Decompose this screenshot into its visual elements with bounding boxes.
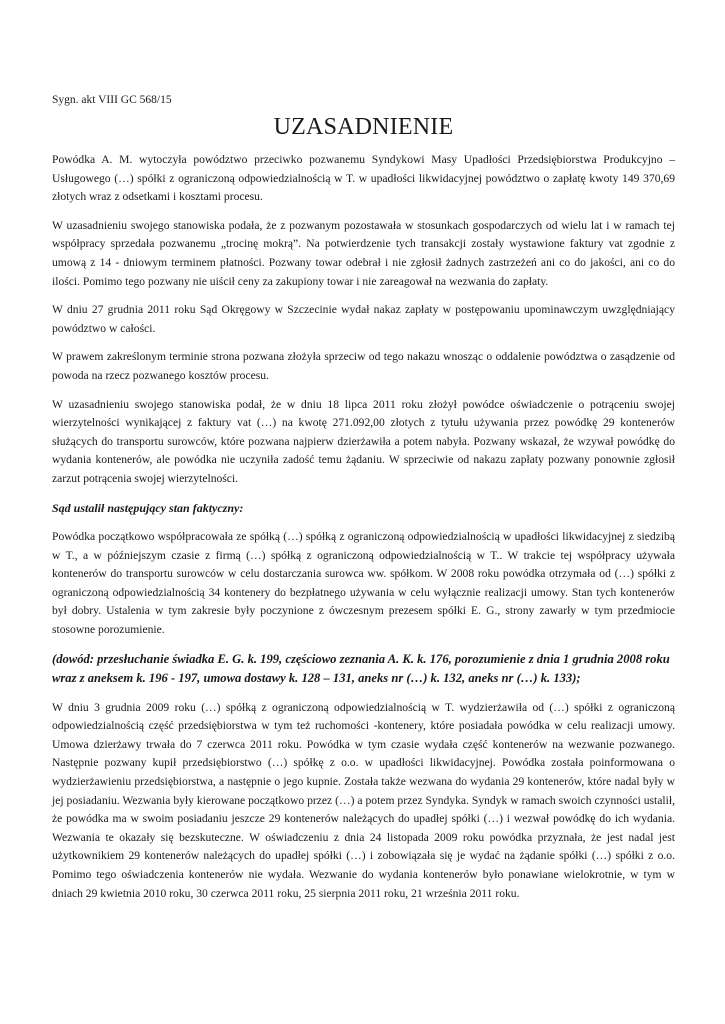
paragraph-lease-and-demands: W dniu 3 grudnia 2009 roku (…) spółką z ograniczoną odpowiedzialnością w T. wydzierżawiła od (…) spółki z ograniczoną odpowiedzialnością część przedsiębiorstwa w tym też ruchomości -kontenery, które posiadała powódka w celu realizacji umowy. Umowa dzierżawy trwała do 7 czerwca 2011 roku. Powódka w tym czasie wydała część kontenerów na wezwanie pozwanego. Następnie pozwany kupił przedsiębiorstwo (…) spółkę z o.o. w upadłości likwidacyjnej. Powódka została poinformowana o wydzierżawieniu przedsiębiorstwa, a następnie o jego kupnie. Została także wezwana do wydania 29 kontenerów, które nadal były w jej posiadaniu. Wezwania były kierowane początkowo przez (…) a potem przez Syndyka. Syndyk w ramach swoich czynności ustalił, że powódka ma w swoim posiadaniu jeszcze 29 kontenerów należących do upadłej spółki (…) i wezwał powódkę do ich wydania. Wezwania te okazały się bezskuteczne. W oświadczeniu z dnia 24 listopada 2009 roku powódka przyznała, że jest nadal jest użytkownikiem 29 kontenerów należących do upadłej spółki (…) i zobowiązała się je wydać na żądanie spółki (…) spółki z o.o. Pomimo tego oświadczenia kontenerów nie wydała. Wezwanie do wydania kontenerów było ponawiane wielokrotnie, w tym w dniach 29 kwietnia 2010 roku, 30 czerwca 2011 roku, 25 sierpnia 2011 roku, 21 września 2011 roku. xyxy=(52,700,675,900)
evidence-citation: (dowód: przesłuchanie świadka E. G. k. 199, częściowo zeznania A. K. k. 176, porozumienie z dnia 1 grudnia 2008 roku wraz z aneksem k. 196 - 197, umowa dostawy k. 128 – 131, aneks nr (…) k. 132, aneks nr (…) k. 133); xyxy=(52,651,670,685)
paragraph-claim: Powódka A. M. wytoczyła powództwo przeciwko pozwanemu Syndykowi Masy Upadłości Przedsiębiorstwa Produkcyjno – Usługowego (…) spółki z ograniczoną odpowiedzialnością w T. w upadłości likwidacyjnej powództwo o zapłatę kwoty 149 370,69 złotych wraz z odsetkami i kosztami procesu. xyxy=(52,153,675,204)
paragraph-facts: Powódka początkowo współpracowała ze spółką (…) spółką z ograniczoną odpowiedzialnością w upadłości likwidacyjnej z siedzibą w T., a w późniejszym czasie z firmą (…) spółką z ograniczoną odpowiedzialnością w T.. W trakcie tej współpracy używała kontenerów do transportu surowców w celu dostarczania surowca ww. spółkom. W 2008 roku powódka otrzymała od (…) spółki z ograniczoną odpowiedzialnością 34 kontenery do bezpłatnego używania w celu wyłącznie realizacji umowy. Stan tych kontenerów był dobry. Ustalenia w tym zakresie były poczynione z ówczesnym prezesem spółki E. G., strony zawarły w tym przedmiocie stosowne porozumienie. xyxy=(52,530,675,637)
section-heading-facts: Sąd ustalił następujący stan faktyczny: xyxy=(52,500,244,515)
document-title: UZASADNIENIE xyxy=(273,114,454,140)
paragraph-defendant-reasoning: W uzasadnieniu swojego stanowiska podał, że w dniu 18 lipca 2011 roku złożył powódce oświadczenie o potrąceniu swojej wierzytelności wynikającej z faktury vat (…) na kwotę 271.092,00 złotych z tytułu używania przez powódkę 29 kontenerów służących do transportu surowców, które pozwana najpierw dzierżawiła a potem nabyła. Pozwany wskazał, że wzywał powódkę do wydania kontenerów, ale powódka nie uczyniła zadość temu żądaniu. W sprzeciwie od nakazu zapłaty pozwany ponownie zgłosił zarzut potrącenia swojej wierzytelności. xyxy=(52,397,675,485)
paragraph-objection: W prawem zakreślonym terminie strona pozwana złożyła sprzeciw od tego nakazu wnosząc o oddalenie powództwa o zasądzenie od powoda na rzecz pozwanego kosztów procesu. xyxy=(52,350,675,382)
case-signature: Sygn. akt VIII GC 568/15 xyxy=(52,94,172,106)
paragraph-payment-order: W dniu 27 grudnia 2011 roku Sąd Okręgowy w Szczecinie wydał nakaz zapłaty w postępowaniu upominawczym uwzględniający powództwo w całości. xyxy=(52,303,675,335)
document-body xyxy=(52,151,675,913)
paragraph-plaintiff-reasoning: W uzasadnieniu swojego stanowiska podała, że z pozwanym pozostawała w stosunkach gospodarczych od wielu lat i w ramach tej współpracy sprzedała pozwanemu „trocinę mokrą”. Na potwierdzenie tych transakcji zostały wystawione faktury vat zgodnie z umową z 14 - dniowym terminem płatności. Pozwany towar odebrał i nie zgłosił żadnych zastrzeżeń ani co do jakości, ani co do ilości. Pomimo tego pozwany nie uiścił ceny za zakupiony towar i nie zareagował na wezwania do zapłaty. xyxy=(52,218,675,288)
